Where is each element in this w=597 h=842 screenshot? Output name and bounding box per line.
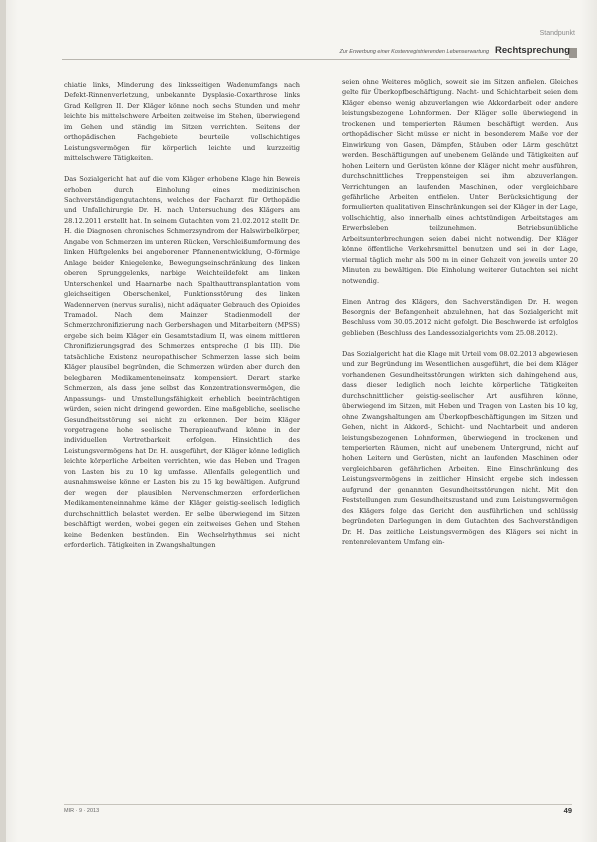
journal-issue: MIR · 9 · 2013 [64,808,100,814]
right-column [342,77,578,558]
page-spine-shadow [0,0,6,842]
header-subtitle: Zur Erwerbung einer Kostenregistrierenden Lebenserwartung [339,49,490,55]
running-header [62,45,570,60]
left-column [64,80,300,561]
section-marker [569,48,577,58]
page-number: 49 [563,806,572,815]
paragraph: chiatie links, Minderung des linksseitigen Wadenumfangs nach Defekt-Rinnenverletzung, unbekannte Dysplasie-Coxarthrose links Grad Kellgren II. Der Kläger könne noch sechs Stunden und mehr leichte bis mittelschwere Arbeiten zeitweise im Stehen, überwiegend im Gehen und ständig im Sitzen verrichten. Seitens der orthopädischen Fachgebiete beurteile vollschichtiges Leistungsvermögen für körperlich leichte und kurzzeitig mittelschwere Tätigkeiten. [64,81,300,163]
corner-section-label: Standpunkt [539,30,575,37]
page-footer [64,804,572,817]
paragraph: Das Sozialgericht hat die Klage mit Urteil vom 08.02.2013 abgewiesen und zur Begründung im Wesentlichen ausgeführt, die bei dem Kläger vorhandenen Gesundheitsstörungen wirkten sich dahingehend aus, dass dieser lediglich noch leichte körperliche Tätigkeiten durchschnittlicher geistig-seelischer Art ausführen könne, überwiegend im Sitzen, mit Heben und Tragen von Lasten bis 10 kg, ohne Zwangshaltungen am Überkopfbeschäftigungen im Sitzen und Gehen, nicht in Akkord-, Schicht- und Nachtarbeit und anderen leistungsbezogenen Lohnformen, überwiegend in trockenen und temperierten Räumen, nicht auf unebenem Untergrund, nicht auf hohen Leitern und Gerüsten, nicht an laufenden Maschinen oder vergleichbaren gefährlichen Arbeiten. Eine Einschränkung des Leistungsvermögens in zeitlicher Hinsicht ergebe sich indessen aufgrund der genannten Gesundheitsstörungen nicht. Mit den Feststellungen zum Gesundheitszustand und zum Leistungsvermögen des Klägers folge das Gericht den ausführlichen und schlüssig begründeten Darlegungen in dem Gutachten des Sachverständigen Dr. H. Das zeitliche Leistungsvermögen des Klägers sei nicht in rentenrelevantem Umfang ein- [342,349,578,547]
paragraph: seien ohne Weiteres möglich, soweit sie im Sitzen anfielen. Gleiches gelte für Überkopfbeschäftigung. Nacht- und Schichtarbeit seien dem Kläger ebenso wenig abzuverlangen wie Akkordarbeit oder andere leistungsbezogene Lohnformen. Der Kläger solle überwiegend in trockenen und temperierten Räumen beschäftigt werden. Aus orthopädischer Sicht müsse er nicht in besonderem Maße vor der Einwirkung von Gasen, Dämpfen, Stäuben oder Lärm geschützt werden. Beschäftigungen auf unebenem Gelände und Tätigkeiten auf hohen Leitern und Gerüsten könne der Kläger nicht mehr ausführen, durchschnittliches Treppensteigen sei ihm abzuverlangen. Verrichtungen an laufenden Maschinen, oder vergleichbare gefährliche Arbeiten entfielen. Unter Berücksichtigung der formulierten qualitativen Einschränkungen sei der Kläger in der Lage, vollschichtig, also innerhalb eines achtstündigen Arbeitstages am Erwerbsleben teilzunehmen. Betriebsunübliche Arbeitsunterbrechungen seien dabei nicht notwendig. Der Kläger könne öffentliche Verkehrsmittel benutzen und sei in der Lage, viermal täglich mehr als 500 m in einer Gehzeit von jeweils unter 20 Minuten zu bewältigen. Die Einholung weiterer Gutachten sei nicht notwendig. [342,78,578,285]
header-title: Rechtsprechung [495,45,570,56]
paragraph: Einen Antrag des Klägers, den Sachverständigen Dr. H. wegen Besorgnis der Befangenheit abzulehnen, hat das Sozialgericht mit Beschluss vom 30.05.2012 nicht gefolgt. Die Beschwerde ist erfolglos geblieben (Beschluss des Landessozialgerichts vom 25.08.2012). [342,297,578,337]
paragraph: Das Sozialgericht hat auf die vom Kläger erhobene Klage hin Beweis erhoben durch Einholung eines medizinischen Sachverständigengutachtens, welches der Facharzt für Orthopädie und Unfallchirurgie Dr. H. nach Untersuchung des Klägers am 28.12.2011 erstellt hat. In seinem Gutachten vom 21.02.2012 stellt Dr. H. die Diagnosen chronisches Schmerzsyndrom der Halswirbelkörper, Angabe von Schmerzen im unteren Rücken, Verschleißumformung des linken Hüftgelenks bei angeborener Pfannenentwicklung, O-förmige Anlage beider Kniegelenke, Bewegungseinschränkung des linken oberen Sprunggelenks, narbige Weichteildefekt am linken Unterschenkel und Haarnarbe nach Spalthauttransplantation vom gleichseitigen Oberschenkel, Funktionsstörung des linken Wadennerven (nervus suralis), nicht adäquater Gebrauch des Opioides Tramadol. Nach dem Mainzer Stadienmodell der Schmerzchronifizierung nach Gerbershagen und Mitarbeitern (MPSS) ergebe sich beim Kläger ein Gesamtstadium II, was einem mittleren Chronifizierungsgrad des Schmerzes entspreche (I bis III). Die tatsächliche Existenz neuropathischer Schmerzen lasse sich beim Kläger plausibel begründen, die Schmerzen würden aber durch den belegbaren Medikamenteneinsatz kompensiert. Derart starke Schmerzen, als dass jene selbst das Konzentrationsvermögen, die Anpassungs- und Umstellungsfähigkeit erheblich beeinträchtigen würden, seien nicht dringend geworden. Eine maßgebliche, seelische Gesundheitsstörung sei nicht zu erkennen. Der beim Kläger vorgetragene hohe seelische Therapieaufwand könne in der individuellen Vertretbarkeit erfolgen. Hinsichtlich des Leistungsvermögens hat Dr. H. ausgeführt, der Kläger könne lediglich leichte körperliche Arbeiten verrichten, wie das Heben und Tragen von Lasten bis zu 10 kg umfasse. Allenfalls gelegentlich und ausnahmsweise könne er Lasten bis zu 15 kg bewältigen. Aufgrund der wegen der plausiblen Nervenschmerzen erforderlichen Medikamenteneinnahme käme der Kläger geistig-seelisch lediglich durchschnittlich belastet werden. Er selbe überwiegend im Sitzen beschäftigt werden, wobei gegen ein zeitweises Gehen und Stehen keine Bedenken bestünden. Ein Wechselrhythmus sei nicht erforderlich. Tätigkeiten in Zwangshaltungen [64,175,300,549]
